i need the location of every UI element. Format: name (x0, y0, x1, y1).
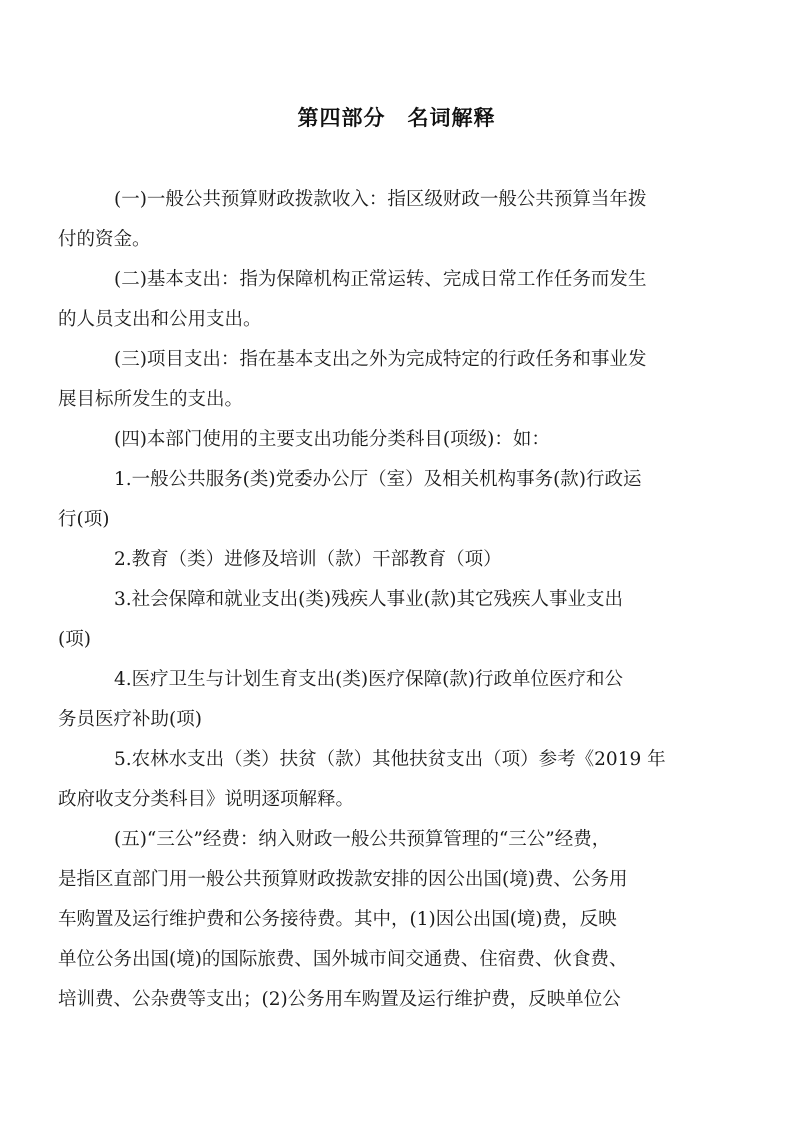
item-2-line-1: 2.教育（类）进修及培训（款）干部教育（项） (114, 549, 502, 570)
item-1-line-1: 1.一般公共服务(类)党委办公厅（室）及相关机构事务(款)行政运 (114, 469, 642, 490)
item-4-line-1: 4.医疗卫生与计划生育支出(类)医疗保障(款)行政单位医疗和公 (114, 669, 624, 690)
paragraph-5-line-3: 车购置及运行维护费和公务接待费。其中，(1)因公出国(境)费，反映 (58, 909, 617, 930)
paragraph-5-line-2: 是指区直部门用一般公共预算财政拨款安排的因公出国(境)费、公务用 (58, 869, 628, 890)
paragraph-4-line-1: (四)本部门使用的主要支出功能分类科目(项级)：如： (114, 429, 550, 450)
paragraph-3-line-1: (三)项目支出：指在基本支出之外为完成特定的行政任务和事业发 (114, 349, 647, 370)
document-body (58, 180, 714, 1020)
paragraph-5-line-4: 单位公务出国(境)的国际旅费、国外城市间交通费、住宿费、伙食费、 (58, 949, 628, 970)
item-5-line-2: 政府收支分类科目》说明逐项解释。 (58, 789, 355, 810)
paragraph-2-line-2: 的人员支出和公用支出。 (58, 309, 262, 330)
paragraph-5-line-1: (五)“三公”经费：纳入财政一般公共预算管理的“三公”经费， (114, 829, 611, 850)
paragraph-1-line-2: 付的资金。 (58, 229, 151, 250)
paragraph-3-line-2: 展目标所发生的支出。 (58, 389, 244, 410)
item-3-line-1: 3.社会保障和就业支出(类)残疾人事业(款)其它残疾人事业支出 (114, 589, 624, 610)
page-title: 第四部分 名词解释 (297, 106, 496, 130)
paragraph-5-line-5: 培训费、公杂费等支出；(2)公务用车购置及运行维护费，反映单位公 (58, 989, 621, 1010)
item-5-line-1: 5.农林水支出（类）扶贫（款）其他扶贫支出（项）参考《2019 年 (114, 749, 666, 770)
item-1-line-2: 行(项) (58, 509, 110, 530)
paragraph-2-line-1: (二)基本支出：指为保障机构正常运转、完成日常工作任务而发生 (114, 269, 647, 290)
item-4-line-2: 务员医疗补助(项) (58, 709, 202, 730)
item-3-line-2: (项) (58, 629, 91, 650)
paragraph-1-line-1: (一)一般公共预算财政拨款收入：指区级财政一般公共预算当年拨 (114, 189, 647, 210)
